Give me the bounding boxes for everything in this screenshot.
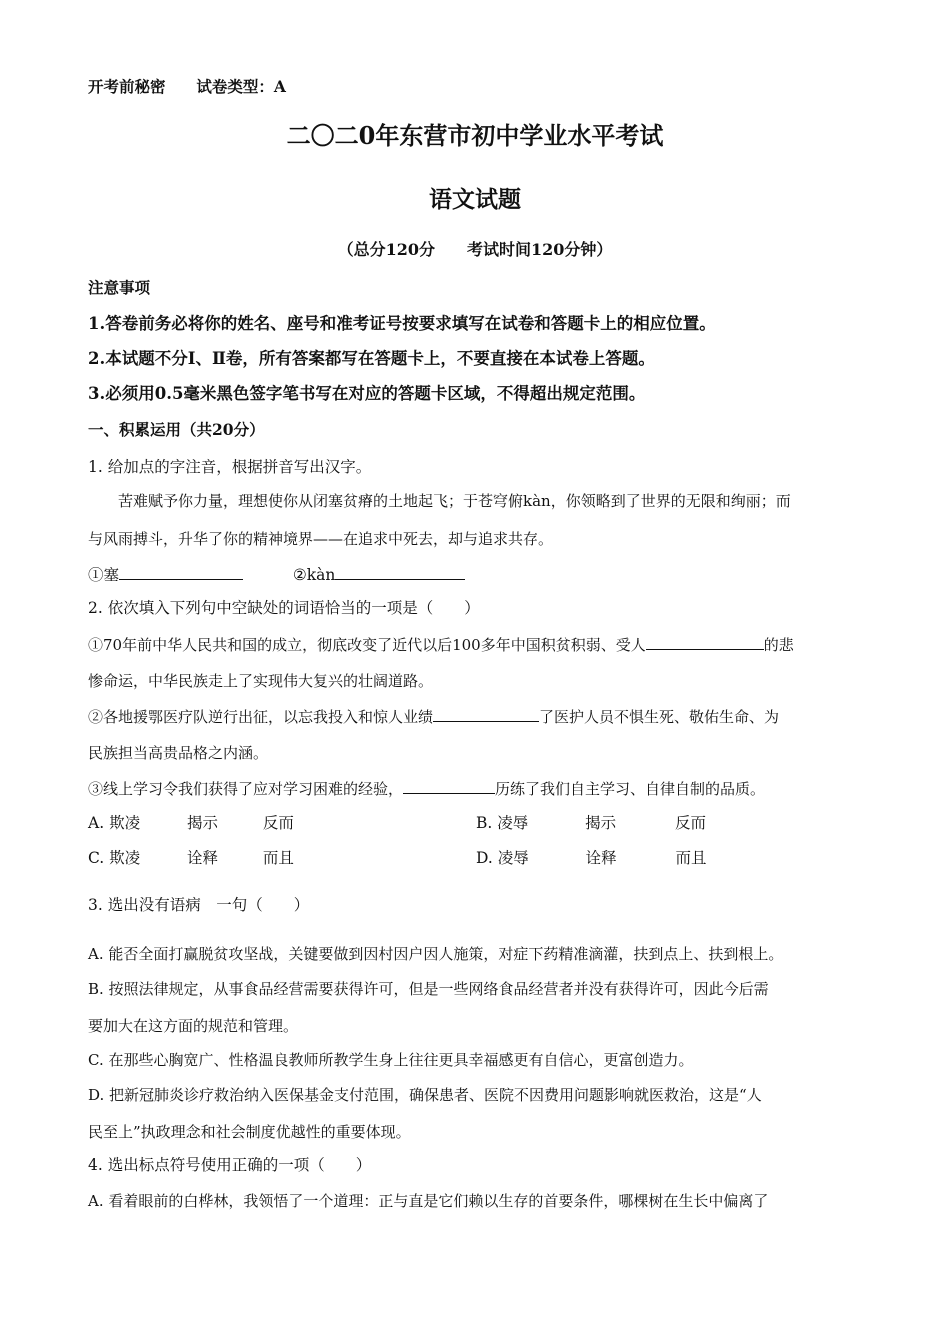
q1-stem: 1. 给加点的字注音，根据拼音写出汉字。 [88,458,372,476]
score-time: （总分120分 考试时间120分钟） [337,240,613,259]
notice-heading: 注意事项 [88,278,151,297]
q2-sentence-line [88,778,765,799]
q2-text: 的悲 [763,636,794,654]
option-label: C. [88,849,105,867]
option-word: 反而 [262,814,294,832]
q3-option-c: C. 在那些心胸宽广、性格温良教师所教学生身上往往更具幸福感更有自信心，更富创造力。 [88,1051,694,1069]
q2-sentence-line: 民族担当高贵品格之内涵。 [88,744,269,762]
option-label: D. [476,849,493,867]
option-word: 诠释 [585,849,617,867]
answer-blank[interactable] [119,564,243,580]
option-b[interactable] [476,813,706,833]
q3-option-d-cont: 民至上”执政理念和社会制度优越性的重要体现。 [88,1123,411,1141]
option-d[interactable] [476,848,707,868]
option-a[interactable] [88,813,294,833]
option-word: 诠释 [187,849,219,867]
q4-stem: 4. 选出标点符号使用正确的一项（ ） [88,1156,372,1174]
answer-blank[interactable] [646,634,764,650]
q2-sentence-line: 惨命运，中华民族走上了实现伟大复兴的壮阔道路。 [88,672,434,690]
option-word: 欺凌 [109,849,141,867]
q1-blanks [88,564,465,585]
q3-option-b-cont: 要加大在这方面的规范和管理。 [88,1017,299,1035]
option-word: 凌辱 [497,814,529,832]
secret-label: 开考前秘密 [88,77,166,96]
option-word: 而且 [262,849,294,867]
q2-text: ③线上学习令我们获得了应对学习困难的经验， [88,780,404,798]
q2-text: 了医护人员不惧生死、敬佑生命、为 [539,708,780,726]
subject-title: 语文试题 [429,186,521,213]
q1-passage-line: 与风雨搏斗，升华了你的精神境界——在追求中死去，却与追求共存。 [88,530,554,548]
q1-passage-line: 苦难赋予你力量，理想使你从闭塞贫瘠的土地起飞；于苍穹俯kàn，你领略到了世界的无限和绚丽；而 [118,492,791,510]
answer-blank[interactable] [403,778,495,794]
option-label: B. [476,814,493,832]
q3-stem: 3. 选出没有语病 一句（ ） [88,896,310,914]
paper-type-label: 试卷类型：A [196,77,286,96]
q2-text: 历练了我们自主学习、自律自制的品质。 [495,780,766,798]
blank2-label: ②kàn [292,566,336,584]
q4-option-a: A. 看着眼前的白桦林，我领悟了一个道理：正与直是它们赖以生存的首要条件，哪棵树在生长中偏离了 [88,1192,769,1210]
q3-option-b: B. 按照法律规定，从事食品经营需要获得许可，但是一些网络食品经营者并没有获得许可，因此今后需 [88,980,769,998]
q2-text: ①70年前中华人民共和国的成立，彻底改变了近代以后100多年中国积贫积弱、受人 [88,636,646,654]
option-label: A. [88,814,105,832]
blank1-label: ①塞 [88,566,120,584]
option-word: 揭示 [585,814,617,832]
exam-title: 二〇二0年东营市初中学业水平考试 [286,121,664,150]
notice-item: 3.必须用0.5毫米黑色签字笔书写在对应的答题卡区域，不得超出规定范围。 [88,384,646,403]
option-word: 反而 [675,814,707,832]
answer-blank[interactable] [335,564,465,580]
option-word: 凌辱 [497,849,529,867]
option-c[interactable] [88,848,294,868]
q3-option-a: A. 能否全面打赢脱贫攻坚战，关键要做到因村因户因人施策，对症下药精准滴灌，扶到点上、扶到根上。 [88,945,784,963]
q2-text: ②各地援鄂医疗队逆行出征，以忘我投入和惊人业绩 [88,708,434,726]
answer-blank[interactable] [433,706,539,722]
q2-sentence-line [88,706,779,727]
section-heading: 一、积累运用（共20分） [88,420,265,439]
notice-item: 2.本试题不分Ⅰ、Ⅱ卷，所有答案都写在答题卡上，不要直接在本试卷上答题。 [88,349,655,368]
header-line [88,77,286,97]
option-word: 而且 [675,849,707,867]
option-word: 欺凌 [109,814,141,832]
option-word: 揭示 [186,814,218,832]
q2-stem: 2. 依次填入下列句中空缺处的词语恰当的一项是（ ） [88,599,480,617]
notice-item: 1.答卷前务必将你的姓名、座号和准考证号按要求填写在试卷和答题卡上的相应位置。 [88,314,716,333]
q3-option-d: D. 把新冠肺炎诊疗救治纳入医保基金支付范围，确保患者、医院不因费用问题影响就医救治，这是“人 [88,1086,762,1104]
q2-sentence-line [88,634,794,655]
